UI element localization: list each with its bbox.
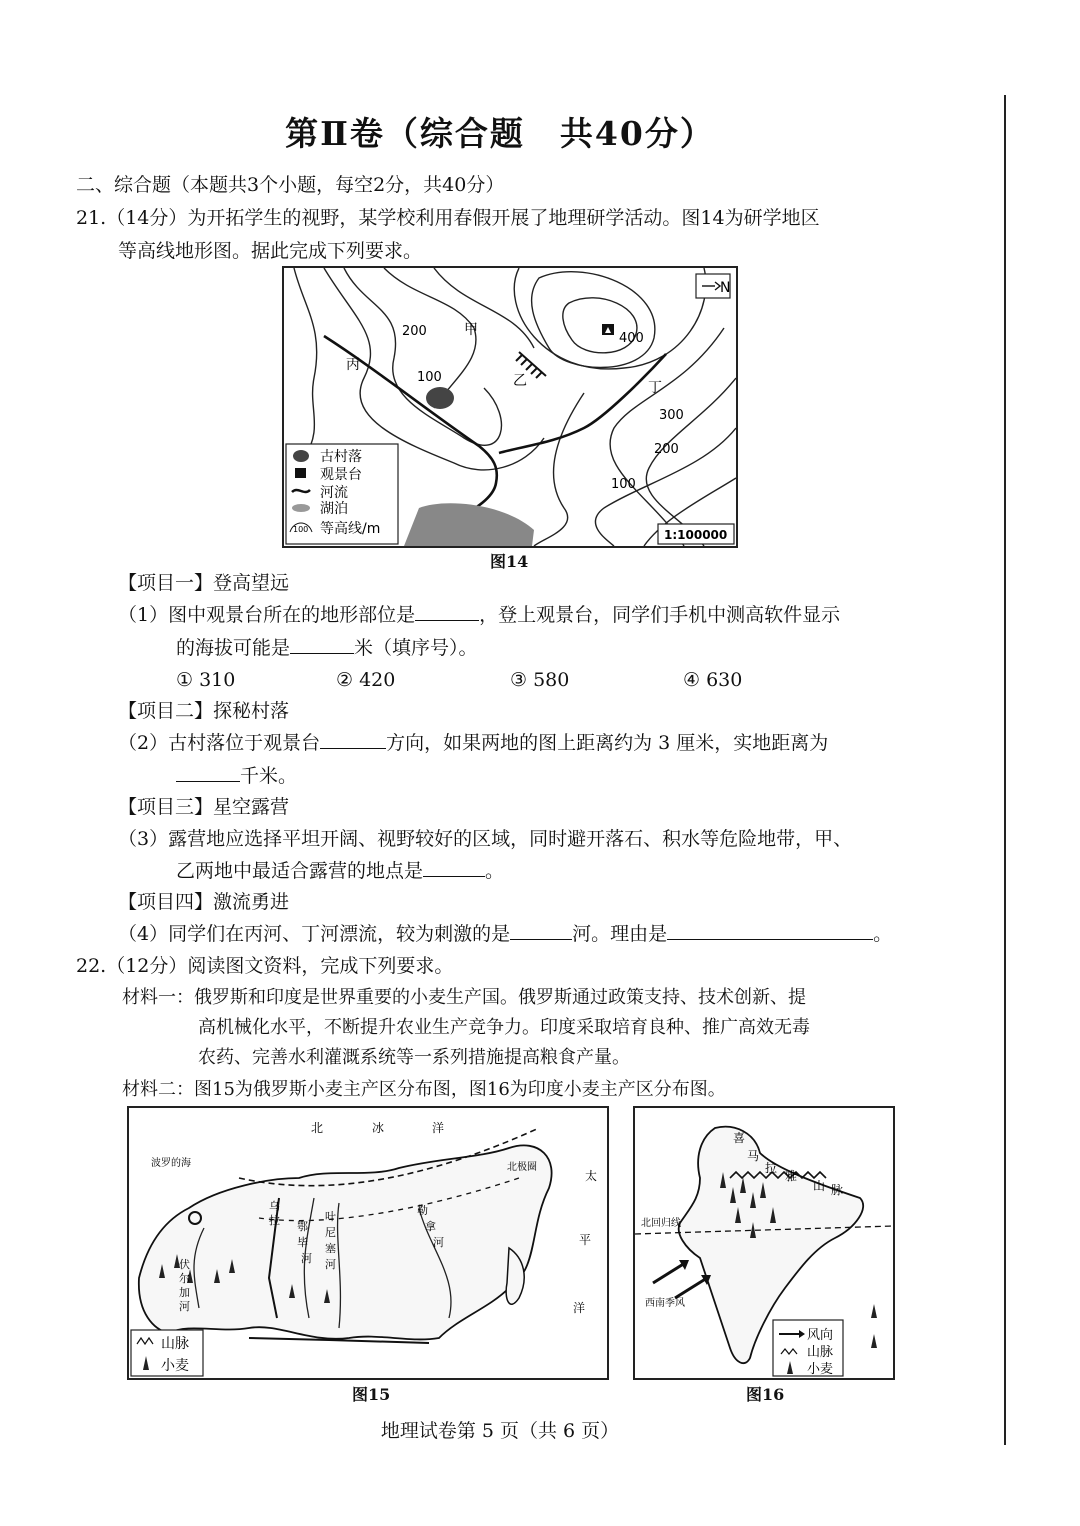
option-1: ① 310 (176, 669, 236, 691)
place-yi: 乙 (513, 373, 527, 389)
contour-line (514, 268, 706, 369)
q21-2-line2 (176, 761, 297, 791)
q21-3-line2 (176, 856, 504, 886)
monsoon-label: 西南季风 (645, 1298, 685, 1309)
legend-contour: 等高线/m (320, 521, 381, 537)
figure-14-contour-map (282, 266, 738, 548)
ural-char-2: 拉 (269, 1214, 280, 1227)
legend-river-icon (292, 490, 310, 492)
legend-wind: 风向 (807, 1328, 834, 1343)
volga-char-3: 加 (179, 1286, 190, 1299)
contour-label-400: 400 (619, 331, 644, 346)
contour-label-200-right: 200 (654, 442, 679, 457)
q21-3-text-a: 乙两地中最适合露营的地点是 (176, 860, 424, 882)
material1-line1: 材料一：俄罗斯和印度是世界重要的小麦生产国。俄罗斯通过政策支持、技术创新、提 (122, 987, 806, 1008)
answer-blank-2b[interactable] (176, 761, 240, 782)
q21-1-line1 (118, 600, 840, 630)
q21-1-text-d: 米（填序号）。 (354, 637, 478, 659)
pacific-char-2: 平 (579, 1233, 592, 1247)
q21-1-text-c: 的海拔可能是 (176, 637, 291, 659)
option-4: ④ 630 (683, 669, 743, 691)
yenisei-char-1: 叶 (325, 1210, 336, 1223)
contour-line (610, 328, 724, 546)
place-bing: 丙 (346, 357, 360, 373)
pacific-char-3: 洋 (573, 1301, 586, 1315)
option-3: ③ 580 (510, 669, 570, 691)
ocean-char-3: 洋 (432, 1121, 445, 1135)
legend-village-icon (293, 450, 309, 462)
figure-16-legend (773, 1320, 843, 1377)
q21-4-text-b: 河。理由是 (572, 923, 668, 945)
lena-char-3: 河 (433, 1236, 444, 1249)
q21-2-text-c: 千米。 (240, 765, 298, 787)
place-jia: 甲 (464, 322, 478, 338)
contour-line (294, 268, 317, 458)
volga-char-4: 河 (179, 1300, 190, 1313)
wheat-marker (871, 1334, 877, 1348)
answer-blank-3[interactable] (423, 856, 485, 877)
ural-char-1: 乌 (269, 1200, 280, 1213)
q21-1-text-b: ，登上观景台，同学们手机中测高软件显示 (479, 604, 841, 626)
volga-char-2: 尔 (179, 1272, 190, 1285)
legend-village: 古村落 (320, 449, 362, 465)
legend-lake-icon (292, 504, 310, 512)
answer-blank-2a[interactable] (320, 728, 386, 749)
yenisei-char-2: 尼 (325, 1226, 336, 1239)
pacific-char-1: 太 (585, 1169, 598, 1183)
contour-label-100: 100 (417, 370, 442, 385)
answer-blank-4a[interactable] (510, 919, 572, 940)
himalaya-char-4: 雅 (785, 1169, 798, 1183)
village-marker (426, 387, 454, 409)
project4-title: 【项目四】激流勇进 (118, 891, 290, 913)
material2: 材料二：图15为俄罗斯小麦主产区分布图，图16为印度小麦主产区分布图。 (122, 1079, 726, 1100)
monsoon-arrow (653, 1263, 685, 1283)
yenisei-char-3: 塞 (325, 1242, 336, 1255)
lena-char-2: 拿 (425, 1220, 436, 1233)
lake-marker (404, 503, 534, 546)
q21-3-text-b: 。 (485, 860, 505, 882)
answer-blank-4b[interactable] (667, 919, 873, 940)
figure-14-legend (286, 444, 398, 544)
cliff-tick (516, 355, 522, 361)
legend-mountain: 山脉 (161, 1336, 189, 1352)
legend-wheat: 小麦 (807, 1362, 834, 1377)
monsoon-arrow (675, 1278, 707, 1298)
contour-label-200: 200 (402, 324, 427, 339)
legend-viewpoint: 观景台 (320, 467, 362, 483)
place-ding: 丁 (648, 380, 662, 396)
cliff-tick (536, 372, 542, 378)
q21-4-text-a: （4）同学们在丙河、丁河漂流，较为刺激的是 (118, 923, 511, 945)
figure-15-legend (131, 1330, 203, 1376)
contour-line (646, 378, 736, 546)
baltic-label: 波罗的海 (151, 1158, 191, 1169)
q21-4-text-c: 。 (873, 923, 893, 945)
material1-line3: 农药、完善水利灌溉系统等一系列措施提高粮食产量。 (198, 1047, 630, 1068)
project3-title: 【项目三】星空露营 (118, 796, 290, 818)
material1-line2: 高机械化水平，不断提升农业生产竞争力。印度采取培育良种、推广高效无毒 (198, 1017, 810, 1038)
tropic-label: 北回归线 (641, 1218, 681, 1229)
q22-stem: 22.（12分）阅读图文资料，完成下列要求。 (76, 955, 454, 977)
ob-char-2: 毕 (297, 1236, 308, 1249)
project2-title: 【项目二】探秘村落 (118, 700, 290, 722)
contour-line (434, 268, 534, 348)
answer-blank-1a[interactable] (415, 600, 479, 621)
himalaya-char-2: 马 (747, 1149, 760, 1163)
legend-mountain: 山脉 (807, 1345, 834, 1360)
legend-contour-sample: 100 (293, 525, 309, 534)
wheat-marker (871, 1304, 877, 1318)
cliff-tick (526, 364, 532, 370)
section-header: 二、综合题（本题共3个小题，每空2分，共40分） (76, 174, 505, 196)
contour-label-300: 300 (659, 408, 684, 423)
figure-15-caption: 图15 (352, 1385, 391, 1404)
legend-lake: 湖泊 (320, 501, 348, 517)
ocean-char-2: 冰 (372, 1121, 385, 1135)
q21-2-text-a: （2）古村落位于观景台 (118, 732, 321, 754)
himalaya-char-5: 山 (813, 1179, 826, 1193)
margin-rule (1004, 95, 1006, 1445)
legend-river: 河流 (320, 485, 348, 501)
ob-char-1: 鄂 (297, 1220, 308, 1233)
contour-label-100-right: 100 (611, 477, 636, 492)
scale-text: 1:100000 (664, 528, 728, 542)
volga-char-1: 伏 (179, 1258, 190, 1271)
cliff-tick (531, 368, 537, 374)
q21-1-line2 (176, 633, 478, 663)
q21-stem-line2: 等高线地形图。据此完成下列要求。 (118, 240, 423, 262)
option-2: ② 420 (336, 669, 396, 691)
q21-stem-line1: 21.（14分）为开拓学生的视野，某学校利用春假开展了地理研学活动。图14为研学地区 (76, 207, 820, 229)
lena-char-1: 勒 (417, 1204, 428, 1217)
cliff-tick (521, 359, 527, 365)
project1-title: 【项目一】登高望远 (118, 572, 290, 594)
q21-3-line1: （3）露营地应选择平坦开阔、视野较好的区域，同时避开落石、积水等危险地带，甲、 (118, 828, 853, 850)
himalaya-char-3: 拉 (765, 1161, 778, 1175)
russia-outline (139, 1145, 552, 1339)
contour-line (532, 272, 655, 368)
north-label: N (720, 280, 731, 296)
page-title: 第Ⅱ卷（综合题 共40分） (285, 114, 715, 153)
figure-15-russia-map (127, 1106, 609, 1380)
legend-viewpoint-icon (295, 468, 306, 478)
page-footer: 地理试卷第 5 页（共 6 页） (380, 1420, 620, 1442)
contour-line (344, 268, 501, 445)
ob-he: 河 (301, 1252, 312, 1265)
q21-2-line1 (118, 728, 828, 758)
ocean-char-1: 北 (311, 1121, 324, 1135)
arctic-circle-label: 北极圈 (507, 1162, 537, 1173)
himalaya-char-6: 脉 (831, 1183, 844, 1197)
answer-blank-1b[interactable] (290, 633, 354, 654)
q21-2-text-b: 方向，如果两地的图上距离约为 3 厘米，实地距离为 (386, 732, 829, 754)
figure-14-caption: 图14 (490, 552, 529, 571)
q21-1-text-a: （1）图中观景台所在的地形部位是 (118, 604, 416, 626)
figure-16-india-map (633, 1106, 895, 1380)
q21-4-line (118, 919, 892, 949)
himalaya-char-1: 喜 (733, 1131, 746, 1145)
contour-line (534, 393, 584, 546)
figure-16-caption: 图16 (746, 1385, 785, 1404)
yenisei-char-4: 河 (325, 1258, 336, 1271)
legend-wheat: 小麦 (161, 1358, 189, 1374)
